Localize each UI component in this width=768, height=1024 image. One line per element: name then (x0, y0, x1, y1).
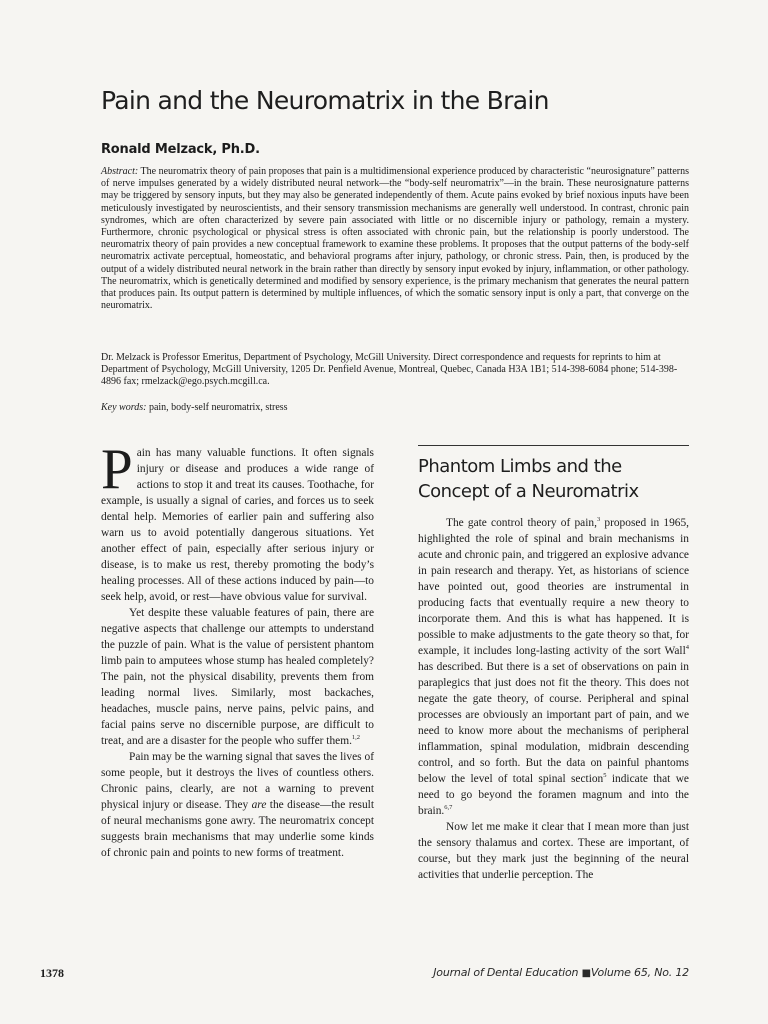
paragraph-text: indicate that we need to go beyond the foramen magnum and into the brain. (418, 773, 689, 817)
keywords-label: Key words: (101, 402, 147, 413)
author-name: Ronald Melzack, Ph.D. (101, 142, 260, 157)
paragraph (101, 438, 374, 605)
abstract (101, 166, 689, 312)
journal-volume: Volume 65, No. 12 (590, 966, 689, 979)
paragraph (101, 749, 374, 861)
paragraph-text: Pain may be the warning signal that saves the lives of some people, but it destroys the lives of countless others. Chronic pains, clearly, are not a warning to prevent physical injury or disease. They (101, 751, 374, 811)
citation-ref: 5 (603, 772, 607, 780)
section-rule (418, 445, 689, 446)
abstract-text: The neuromatrix theory of pain proposes that pain is a multidimensional experience produced by characteristic “neurosignature” patterns of nerve impulses generated by a widely distributed neural network—the “body-self neuromatrix”—in the brain. These neurosignature patterns may be triggered by sensory inputs, but they may also be generated independently of them. Acute pains evoked by brief noxious inputs have been meticulously investigated by neuroscientists, and their sensory transmission mechanisms are generally well understood. In contrast, chronic pain syndromes, which are often characterized by severe pain associated with little or no discernible injury or pathology, remain a mystery. Furthermore, chronic psychological or physical stress is often associated with chronic pain, but the relationship is poorly understood. The neuromatrix theory of pain provides a new conceptual framework to examine these problems. It proposes that the output patterns of the body-self neuromatrix activate perceptual, homeostatic, and behavioral programs after injury, pathology, or chronic stress. Pain, then, is produced by the output of a widely distributed neural network in the brain rather than directly by sensory input evoked by injury, inflammation, or other pathology. The neuromatrix, which is genetically determined and modified by sensory experience, is the primary mechanism that generates the neural pattern that produces pain. Its output pattern is determined by multiple influences, of which the somatic sensory input is only a part, that converge on the neuromatrix. (101, 166, 689, 312)
journal-footer (430, 966, 689, 979)
paragraph (418, 819, 689, 883)
paragraph-text: The gate control theory of pain, (446, 517, 597, 529)
square-separator-icon: ■ (581, 968, 591, 979)
citation-ref: 4 (685, 644, 689, 652)
right-column (418, 445, 689, 883)
author-affiliation: Dr. Melzack is Professor Emeritus, Department of Psychology, McGill University. Direct correspondence and requests for reprints to him at Department of Psychology, McGill University, 1205 Dr. Penfield Avenue, Montreal, Quebec, Canada H3A 1B1; 514-398-6084 phone; 514-398-4896 fax; rmelzack@ego.psych.mcgill.ca. (101, 352, 678, 388)
emphasis: are (251, 799, 267, 811)
paragraph (418, 515, 689, 819)
paragraph-text: the disease—the result of neural mechanisms gone awry. The neuromatrix concept suggests brain mechanisms that may underlie some kinds of chronic pain and points to new forms of treatment. (101, 799, 374, 859)
paragraph (101, 605, 374, 749)
paragraph-text: proposed in 1965, highlighted the role of spinal and brain mechanisms in acute and chronic pain, and triggered an explosive advance in pain research and therapy. Yet, as historians of science have pointed out, good theories are instrumental in producing facts that eventually require a new theory to incorporate them. And this is what has happened. It is possible to make adjustments to the gate theory so that, for example, it includes long-lasting activity of the sort Wall (418, 517, 689, 657)
drop-cap: P (101, 438, 133, 501)
citation-ref: 6,7 (444, 804, 453, 812)
section-body (418, 515, 689, 883)
citation-ref: 3 (596, 516, 601, 524)
paragraph-text: has described. But there is a set of observations on pain in paraplegics that just does not fit the theory. This does not negate the gate theory, of course. Peripheral and spinal processes are obviously an important part of pain, and we need to know more about the mechanisms of peripheral inflammation, spinal modulation, midbrain descending control, and so forth. But the data on painful phantoms below the level of total spinal section (418, 661, 689, 785)
keywords (101, 402, 689, 414)
abstract-label: Abstract: (101, 166, 139, 177)
paragraph-text: ain has many valuable functions. It often signals injury or disease and produces a wide range of actions to stop it and treat its causes. Toothache, for example, is usually a signal of caries, and forces us to seek dental help. Memories of earlier pain and suffering also warn us to avoid potentially dangerous situations. Yet another effect of pain, especially after serious injury or disease, is to make us rest, thereby promoting the body’s healing processes. All of these actions induced by pain—to seek help, avoid, or rest—have obvious value for survival. (101, 447, 374, 603)
journal-name: Journal of Dental Education (433, 966, 582, 979)
section-heading: Phantom Limbs and the Concept of a Neuromatrix (418, 456, 639, 502)
keywords-text: pain, body-self neuromatrix, stress (146, 402, 288, 413)
citation-ref: 1,2 (351, 734, 361, 742)
left-column (101, 438, 374, 861)
page-number: 1378 (40, 966, 64, 980)
article-title: Pain and the Neuromatrix in the Brain (101, 86, 549, 115)
paragraph-text: Yet despite these valuable features of pain, there are negative aspects that challenge our attempts to understand the puzzle of pain. What is the value of persistent phantom limb pain to amputees whose stump has healed completely? The pain, not the physical disability, prevents them from leading normal lives. Similarly, most backaches, headaches, muscle pains, nerve pains, pelvic pains, and facial pains serve no discernible purpose, are difficult to treat, and are a disaster for the people who suffer them. (101, 607, 374, 747)
paragraph-text: Now let me make it clear that I mean more than just the sensory thalamus and cortex. These are important, of course, but they mark just the beginning of the neural activities that underlie perception. The (418, 821, 689, 881)
